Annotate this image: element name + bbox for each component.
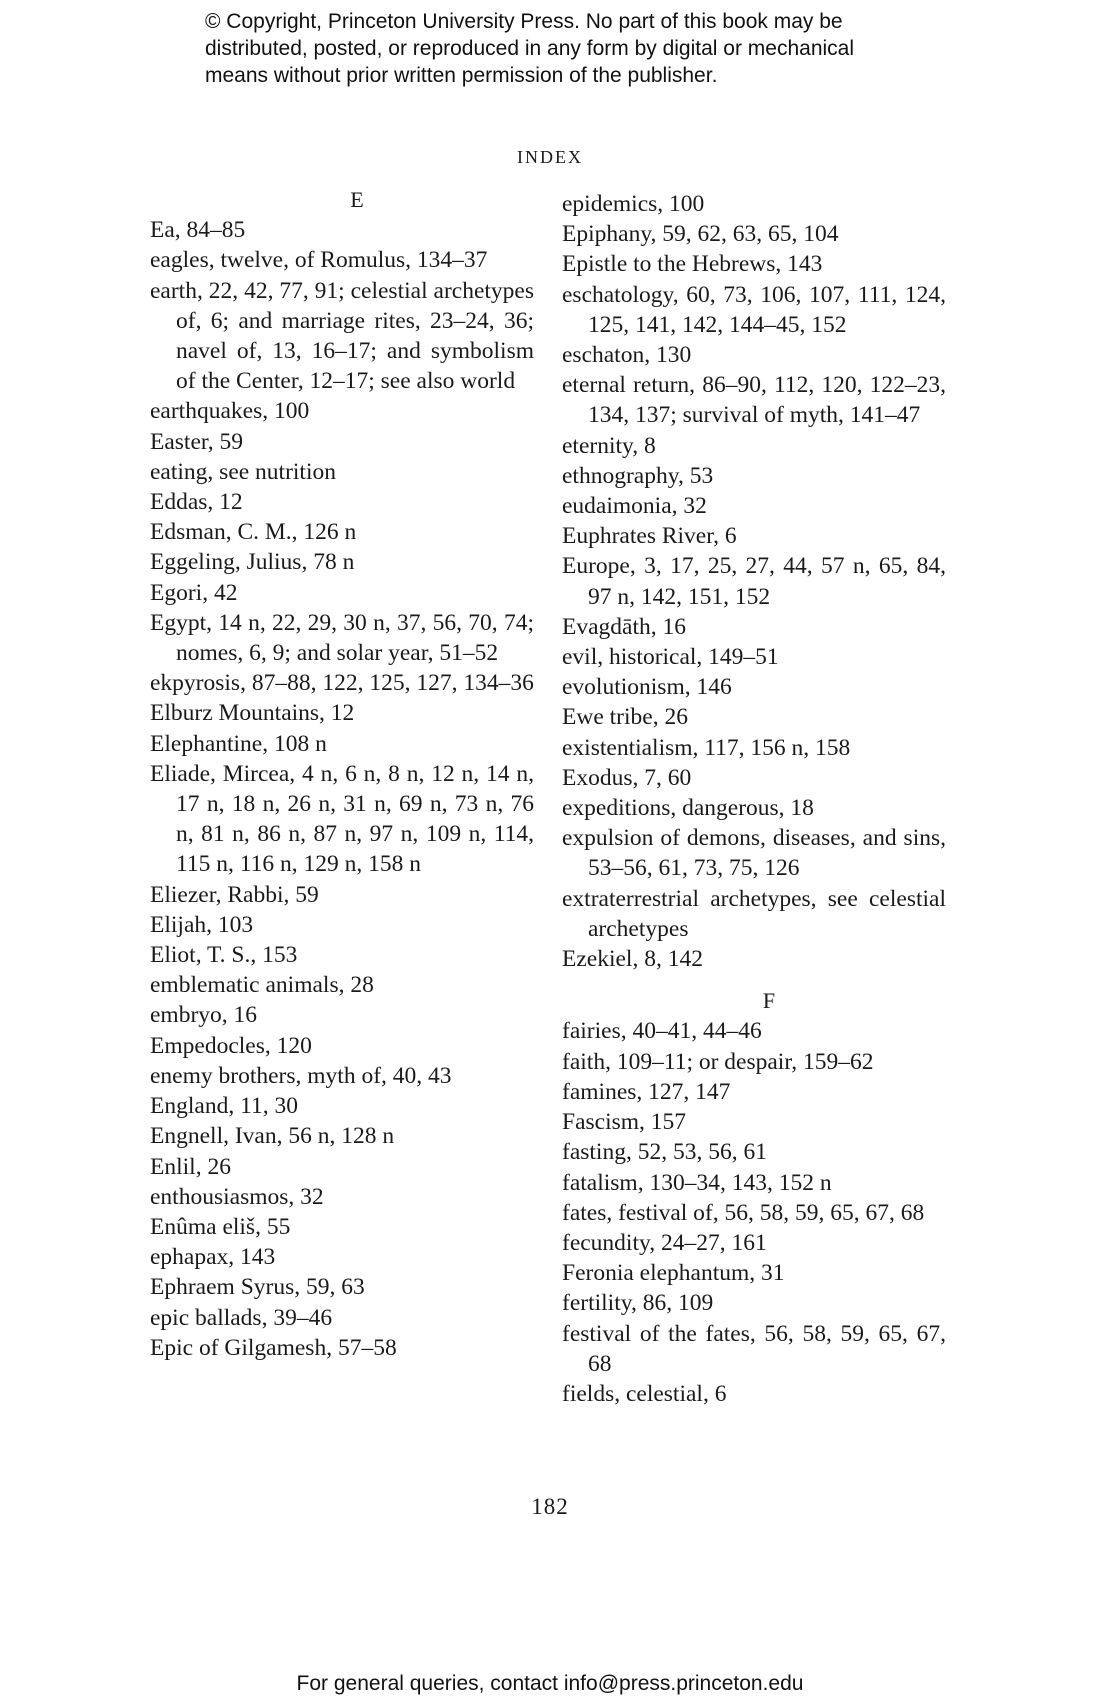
index-entry: Elburz Mountains, 12 bbox=[150, 700, 355, 727]
index-entry: Ea, 84–85 bbox=[150, 217, 246, 244]
index-entry: embryo, 16 bbox=[150, 1002, 258, 1029]
index-entry: Ephraem Syrus, 59, 63 bbox=[150, 1274, 365, 1301]
index-entry: Eddas, 12 bbox=[150, 489, 243, 516]
index-entry: evil, historical, 149–51 bbox=[562, 644, 779, 671]
index-entry: fatalism, 130–34, 143, 152 n bbox=[562, 1169, 832, 1196]
entry-list-f bbox=[562, 1016, 946, 1409]
index-entry: epidemics, 100 bbox=[562, 191, 705, 217]
index-entry: Fascism, 157 bbox=[562, 1109, 687, 1136]
index-entry: England, 11, 30 bbox=[150, 1093, 298, 1120]
copyright-notice bbox=[0, 8, 1100, 89]
section-letter-f: F bbox=[762, 988, 776, 1014]
index-entry: Exodus, 7, 60 bbox=[562, 764, 692, 791]
index-entry: enthousiasmos, 32 bbox=[150, 1183, 324, 1210]
index-entry: Eliade, Mircea, 4 n, 6 n, 8 n, 12 n, 14 n, 17 n, 18 n, 26 n, 31 n, 69 n, 73 n, 76 n, 81 n, 86 n, 87 n, 97 n, 109 n, 114, 115 n, 116 n, 129 n, 158 n bbox=[150, 760, 534, 878]
index-entry: existentialism, 117, 156 n, 158 bbox=[562, 734, 851, 761]
index-entry: faith, 109–11; or despair, 159–62 bbox=[562, 1048, 874, 1075]
index-entry: eagles, twelve, of Romulus, 134–37 bbox=[150, 247, 488, 274]
index-entry: extraterrestrial archetypes, see celestial archetypes bbox=[562, 885, 946, 942]
index-column-left bbox=[150, 185, 534, 1363]
index-entry: Elephantine, 108 n bbox=[150, 730, 327, 757]
index-entry: eudaimonia, 32 bbox=[562, 493, 707, 520]
index-entry: festival of the fates, 56, 58, 59, 65, 67, 68 bbox=[562, 1320, 946, 1377]
index-column-right bbox=[562, 189, 946, 1409]
index-entry: Eliot, T. S., 153 bbox=[150, 942, 298, 969]
index-entry: Edsman, C. M., 126 n bbox=[150, 519, 357, 546]
index-entry: Eggeling, Julius, 78 n bbox=[150, 549, 355, 576]
index-entry: Easter, 59 bbox=[150, 428, 244, 455]
index-entry: eternal return, 86–90, 112, 120, 122–23, 134, 137; survival of myth, 141–47 bbox=[562, 372, 946, 429]
entry-list-e-right bbox=[562, 189, 946, 974]
index-entry: fertility, 86, 109 bbox=[562, 1290, 714, 1317]
index-entry: Epic of Gilgamesh, 57–58 bbox=[150, 1334, 397, 1361]
index-entry: expulsion of demons, diseases, and sins, 53–56, 61, 73, 75, 126 bbox=[562, 825, 946, 882]
index-entry: ekpyrosis, 87–88, 122, 125, 127, 134–36 bbox=[150, 670, 534, 697]
index-entry: epic ballads, 39–46 bbox=[150, 1304, 333, 1331]
index-entry: famines, 127, 147 bbox=[562, 1078, 731, 1105]
copyright-line: distributed, posted, or reproduced in any form by digital or mechanical bbox=[205, 37, 855, 60]
index-entry: Ewe tribe, 26 bbox=[562, 704, 688, 731]
index-entry: eschatology, 60, 73, 106, 107, 111, 124, 125, 141, 142, 144–45, 152 bbox=[562, 281, 946, 338]
index-entry: eschaton, 130 bbox=[562, 342, 692, 369]
index-entry: fairies, 40–41, 44–46 bbox=[562, 1018, 762, 1045]
index-entry: fasting, 52, 53, 56, 61 bbox=[562, 1139, 767, 1166]
index-entry: fecundity, 24–27, 161 bbox=[562, 1229, 767, 1256]
index-entry: eternity, 8 bbox=[562, 432, 656, 459]
index-entry: eating, see nutrition bbox=[150, 458, 336, 485]
index-entry: Epistle to the Hebrews, 143 bbox=[562, 251, 823, 278]
copyright-line: means without prior written permission of the publisher. bbox=[205, 64, 718, 87]
index-entry: emblematic animals, 28 bbox=[150, 972, 374, 999]
index-entry: Evagdāth, 16 bbox=[562, 613, 686, 640]
running-head: INDEX bbox=[517, 147, 583, 167]
index-entry: Enlil, 26 bbox=[150, 1153, 231, 1180]
index-entry: Engnell, Ivan, 56 n, 128 n bbox=[150, 1123, 395, 1150]
index-entry: ephapax, 143 bbox=[150, 1244, 276, 1271]
entry-list-e-left bbox=[150, 215, 534, 1363]
index-entry: Empedocles, 120 bbox=[150, 1032, 312, 1059]
index-entry: ethnography, 53 bbox=[562, 462, 714, 489]
index-entry: Epiphany, 59, 62, 63, 65, 104 bbox=[562, 221, 839, 248]
index-entry: Egori, 42 bbox=[150, 579, 238, 606]
index-entry: Enûma eliš, 55 bbox=[150, 1213, 291, 1240]
index-entry: evolutionism, 146 bbox=[562, 674, 732, 701]
footer-contact: For general queries, contact info@press.princeton.edu bbox=[296, 1672, 804, 1695]
index-entry: fates, festival of, 56, 58, 59, 65, 67, 68 bbox=[562, 1199, 925, 1226]
index-entry: Feronia elephantum, 31 bbox=[562, 1260, 785, 1287]
index-entry: Eliezer, Rabbi, 59 bbox=[150, 881, 319, 908]
index-entry: expeditions, dangerous, 18 bbox=[562, 795, 814, 822]
index-entry: earth, 22, 42, 77, 91; celestial archetypes of, 6; and marriage rites, 23–24, 36; navel of, 13, 16–17; and symbolism of the Center, 12–17; see also world bbox=[150, 277, 534, 395]
index-entry: Elijah, 103 bbox=[150, 911, 254, 938]
copyright-line: © Copyright, Princeton University Press. No part of this book may be bbox=[205, 10, 843, 33]
index-entry: enemy brothers, myth of, 40, 43 bbox=[150, 1062, 452, 1089]
index-entry: Egypt, 14 n, 22, 29, 30 n, 37, 56, 70, 74; nomes, 6, 9; and solar year, 51–52 bbox=[150, 609, 534, 667]
index-entry: Euphrates River, 6 bbox=[562, 523, 737, 550]
section-letter-e: E bbox=[350, 187, 364, 212]
index-entry: earthquakes, 100 bbox=[150, 398, 310, 425]
index-entry: fields, celestial, 6 bbox=[562, 1380, 727, 1407]
index-entry: Europe, 3, 17, 25, 27, 44, 57 n, 65, 84, 97 n, 142, 151, 152 bbox=[562, 553, 946, 610]
index-entry: Ezekiel, 8, 142 bbox=[562, 946, 703, 973]
page-number: 182 bbox=[531, 1494, 569, 1519]
